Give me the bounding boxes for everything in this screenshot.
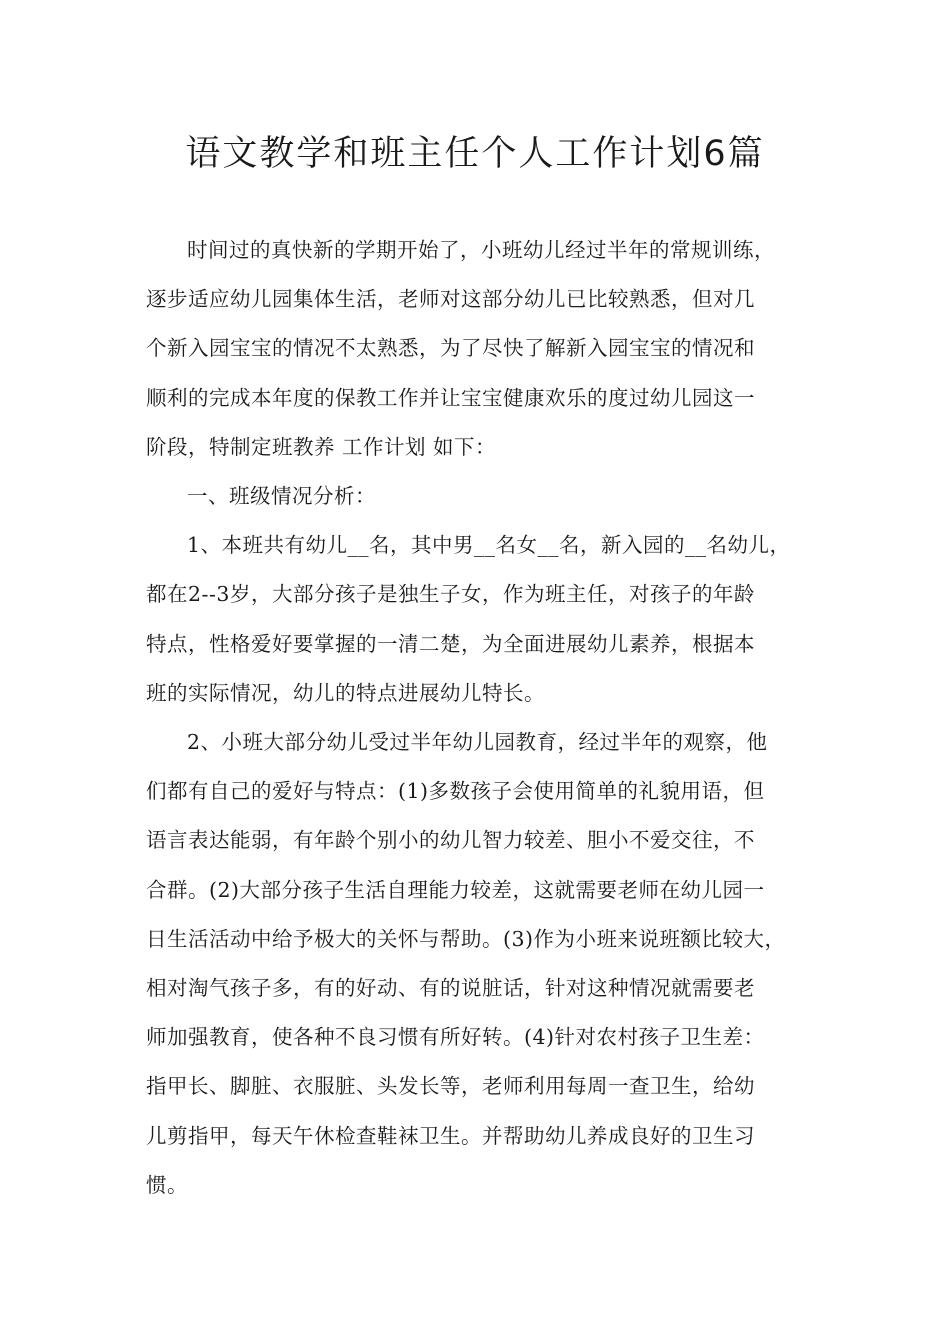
text-line: 都在2--3岁，大部分孩子是独生子女，作为班主任，对孩子的年龄 — [146, 582, 755, 607]
text-line: 惯。 — [146, 1172, 188, 1197]
text-line: 语言表达能弱，有年龄个别小的幼儿智力较差、胆小不爱交往，不 — [146, 828, 755, 853]
text-line: 1、本班共有幼儿__名，其中男__名女__名，新入园的__名幼儿， — [187, 533, 791, 558]
text-line: 班的实际情况，幼儿的特点进展幼儿特长。 — [146, 680, 545, 705]
section-heading — [146, 472, 806, 521]
text-line: 顺利的完成本年度的保教工作并让宝宝健康欢乐的度过幼儿园这一 — [146, 385, 755, 410]
paragraph-intro — [146, 226, 806, 472]
text-line: 师加强教育，使各种不良习惯有所好转。(4)针对农村孩子卫生差： — [146, 1025, 765, 1050]
paragraph-observations — [146, 718, 806, 1210]
text-line: 阶段，特制定班教养 工作计划 如下： — [146, 434, 497, 459]
text-line: 合群。(2)大部分孩子生活自理能力较差，这就需要老师在幼儿园一 — [146, 877, 765, 902]
text-line: 逐步适应幼儿园集体生活，老师对这部分幼儿已比较熟悉，但对几 — [146, 287, 755, 312]
text-line: 2、小班大部分幼儿受过半年幼儿园教育，经过半年的观察，他 — [187, 730, 768, 755]
text-line: 个新入园宝宝的情况不太熟悉，为了尽快了解新入园宝宝的情况和 — [146, 336, 755, 361]
paragraph-class-info — [146, 521, 806, 718]
text-line: 时间过的真快新的学期开始了，小班幼儿经过半年的常规训练， — [187, 238, 775, 262]
text-line: 指甲长、脚脏、衣服脏、头发长等，老师利用每周一查卫生，给幼 — [146, 1074, 755, 1099]
document-title: 语文教学和班主任个人工作计划6篇 — [185, 134, 765, 174]
text-line: 儿剪指甲，每天午休检查鞋袜卫生。并帮助幼儿养成良好的卫生习 — [146, 1123, 755, 1148]
text-line: 一、班级情况分析： — [187, 484, 376, 509]
text-line: 们都有自己的爱好与特点：(1)多数孩子会使用简单的礼貌用语，但 — [146, 779, 765, 804]
text-line: 相对淘气孩子多，有的好动、有的说脏话，针对这种情况就需要老 — [146, 976, 755, 1001]
document-body — [146, 226, 806, 1210]
text-line: 特点，性格爱好要掌握的一清二楚，为全面进展幼儿素养，根据本 — [146, 631, 755, 656]
text-line: 日生活活动中给予极大的关怀与帮助。(3)作为小班来说班额比较大， — [146, 926, 786, 951]
